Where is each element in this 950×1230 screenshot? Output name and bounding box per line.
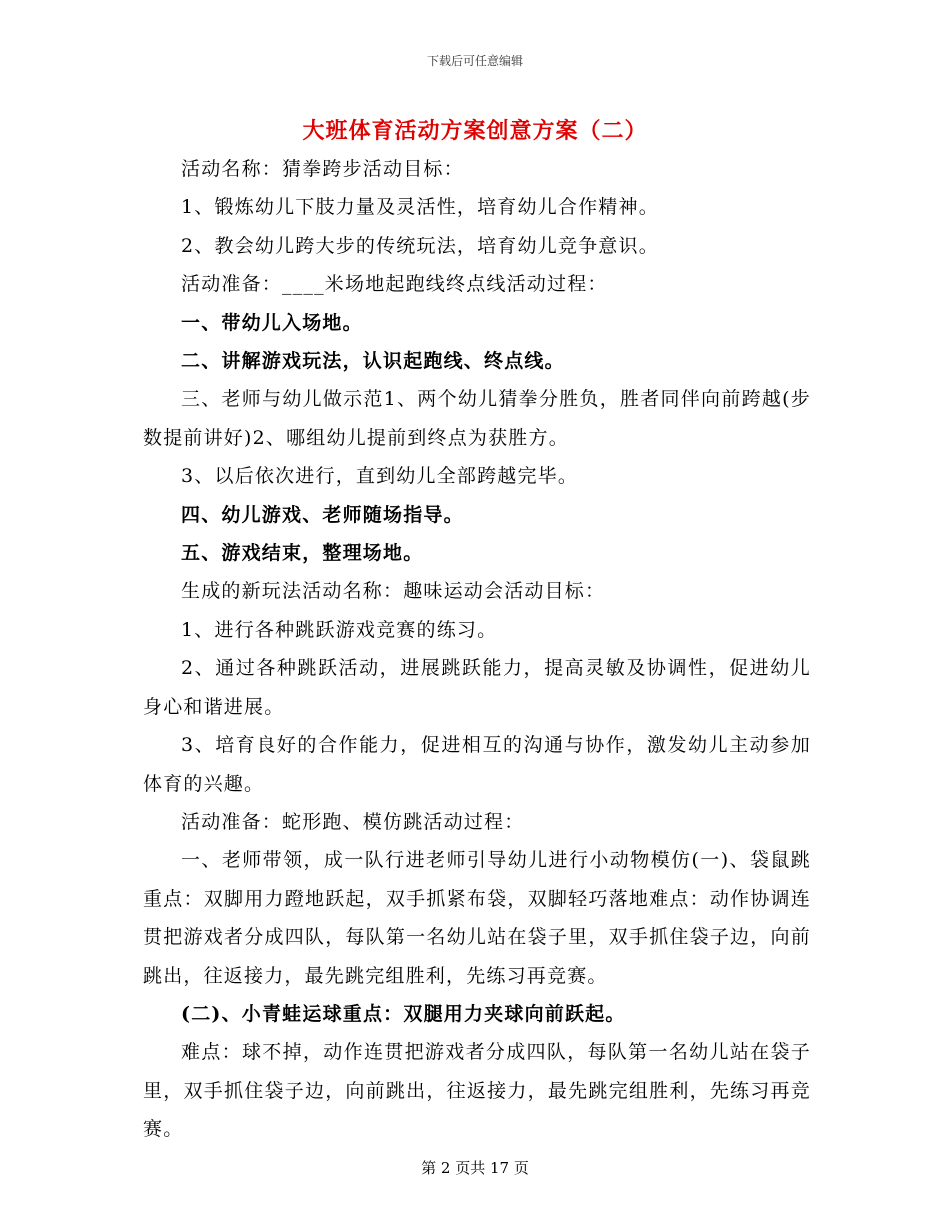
- paragraph-step-3: 三、老师与幼儿做示范1、两个幼儿猜拳分胜负，胜者同伴向前跨越(步数提前讲好)2、哪组幼儿提前到终点为获胜方。: [143, 388, 811, 449]
- paragraph-goal-2: 2、教会幼儿跨大步的传统玩法，培育幼儿竞争意识。: [181, 234, 659, 257]
- document-title: 大班体育活动方案创意方案（二）: [302, 118, 648, 144]
- paragraph-step-1: 一、带幼儿入场地。: [181, 311, 363, 334]
- paragraph-activity-name: 活动名称：猜拳跨步活动目标：: [181, 158, 464, 180]
- paragraph-step-3-sub: 3、以后依次进行，直到幼儿全部跨越完毕。: [181, 465, 579, 488]
- paragraph-new-goal-3: 3、培育良好的合作能力，促进相互的沟通与协作，激发幼儿主动参加体育的兴趣。: [143, 734, 811, 795]
- paragraph-step-2: 二、讲解游戏玩法，认识起跑线、终点线。: [181, 350, 565, 373]
- paragraph-new-activity: 生成的新玩法活动名称：趣味运动会活动目标：: [181, 580, 606, 603]
- paragraph-step-5: 五、游戏结束，整理场地。: [181, 542, 424, 565]
- paragraph-preparation: 活动准备：____米场地起跑线终点线活动过程：: [181, 273, 608, 296]
- paragraph-step-4: 四、幼儿游戏、老师随场指导。: [181, 503, 464, 526]
- paragraph-new-preparation: 活动准备：蛇形跑、模仿跳活动过程：: [181, 810, 525, 833]
- document-body: [143, 150, 811, 1149]
- paragraph-new-goal-1: 1、进行各种跳跃游戏竞赛的练习。: [181, 618, 498, 641]
- page-footer: 第 2 页共 17 页: [421, 1159, 529, 1177]
- paragraph-goal-1: 1、锻炼幼儿下肢力量及灵活性，培育幼儿合作精神。: [181, 196, 659, 219]
- paragraph-new-step-1: 一、老师带领，成一队行进老师引导幼儿进行小动物模仿(一)、袋鼠跳重点：双脚用力蹬地跃起，双手抓紧布袋，双脚轻巧落地难点：动作协调连贯把游戏者分成四队，每队第一名幼儿站在袋子里，双手抓住袋子边，向前跳出，往返接力，最先跳完组胜利，先练习再竞赛。: [143, 849, 811, 987]
- header-note: 下载后可任意编辑: [426, 54, 523, 68]
- paragraph-new-goal-2: 2、通过各种跳跃活动，进展跳跃能力，提高灵敏及协调性，促进幼儿身心和谐进展。: [143, 657, 811, 718]
- paragraph-frog-ball: (二)、小青蛙运球重点：双腿用力夹球向前跃起。: [181, 1002, 626, 1025]
- paragraph-difficulty: 难点：球不掉，动作连贯把游戏者分成四队，每队第一名幼儿站在袋子里，双手抓住袋子边，向前跳出，往返接力，最先跳完组胜利，先练习再竞赛。: [143, 1041, 811, 1141]
